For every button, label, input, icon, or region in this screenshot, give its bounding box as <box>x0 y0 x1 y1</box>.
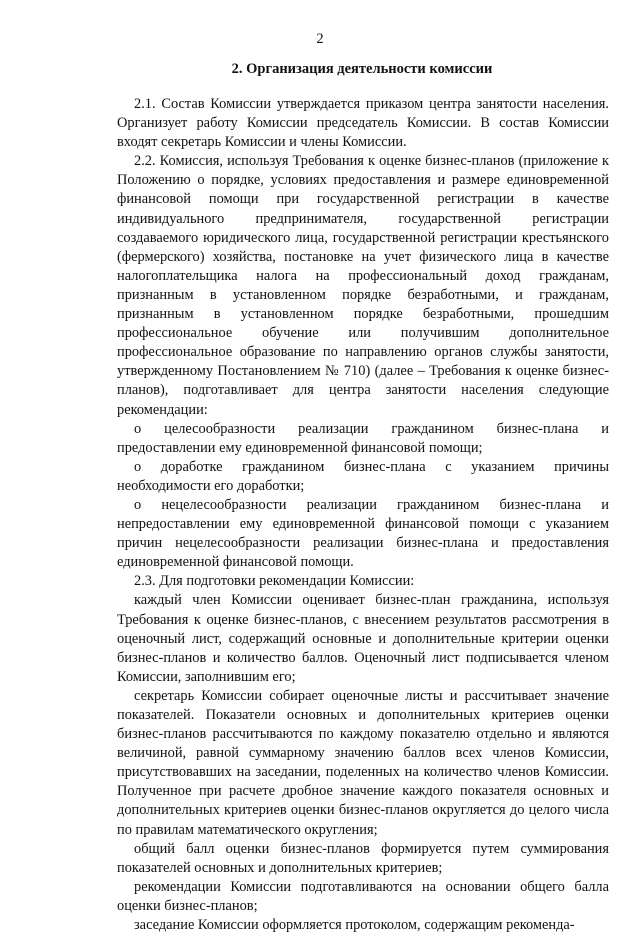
paragraph-2-1: 2.1. Состав Комиссии утверждается приказом центра занятости населения. Организует работу Комиссии председатель Комиссии. В состав Комиссии входят секретарь Комиссии и члены Комиссии. <box>117 96 609 151</box>
section-title: 2. Организация деятельности комиссии <box>231 61 493 77</box>
document-body <box>117 95 609 935</box>
paragraph-2-2: 2.2. Комиссия, используя Требования к оценке бизнес-планов (приложение к Положению о порядке, условиях предоставления и размере единовременной финансовой помощи при государственной регистрации в качестве индивидуального предпринимателя, государственной регистрации создаваемого юридического лица, государственной регистрации крестьянского (фермерского) хозяйства, постановке на учет физического лица в качестве налогоплательщика налога на профессиональный доход гражданам, признанным в установленном порядке безработными, и гражданам, признанным в установленном порядке безработными, прошедшим профессиональное обучение или получившим дополнительное профессиональное образование по направлению органов службы занятости, утвержденному Постановлением № 710) (далее – Требования к оценке бизнес-планов), подготавливает для центра занятости населения следующие рекомендации: <box>117 153 609 418</box>
paragraph-2-3: 2.3. Для подготовки рекомендации Комиссии: <box>134 573 415 590</box>
recommendation-item: о целесообразности реализации гражданином бизнес-плана и предоставлении ему единовременной финансовой помощи; <box>117 420 609 456</box>
procedure-item: заседание Комиссии оформляется протоколом, содержащим рекоменда- <box>134 917 575 934</box>
procedure-item: рекомендации Комиссии подготавливаются на основании общего балла оценки бизнес-планов; <box>117 878 609 914</box>
procedure-item: секретарь Комиссии собирает оценочные листы и рассчитывает значение показателей. Показатели основных и дополнительных критериев оценки бизнес-планов рассчитываются по каждому показателю отдельно и являются величиной, равной суммарному значению баллов всех членов Комиссии, присутствовавших на заседании, поделенных на количество членов Комиссии. Полученное при расчете дробное значение каждого показателя основных и дополнительных критериев оценки бизнес-планов округляется до целого числа по правилам математического округления; <box>117 687 609 838</box>
procedure-item: общий балл оценки бизнес-планов формируется путем суммирования показателей основных и дополнительных критериев; <box>117 840 609 876</box>
recommendation-item: о доработке гражданином бизнес-плана с указанием причины необходимости его доработки; <box>117 458 609 494</box>
procedure-item: каждый член Комиссии оценивает бизнес-план гражданина, используя Требования к оценке бизнес-планов, с внесением результатов рассмотрения в оценочный лист, содержащий основные и дополнительные критерии оценки бизнес-планов и количество баллов. Оценочный лист подписывается членом Комиссии, заполнившим его; <box>117 592 609 685</box>
page-number: 2 <box>316 31 324 47</box>
recommendation-item: о нецелесообразности реализации гражданином бизнес-плана и непредоставлении ему единовременной финансовой помощи с указанием причин нецелесообразности реализации бизнес-плана и предоставления единовременной финансовой помощи. <box>117 496 609 571</box>
